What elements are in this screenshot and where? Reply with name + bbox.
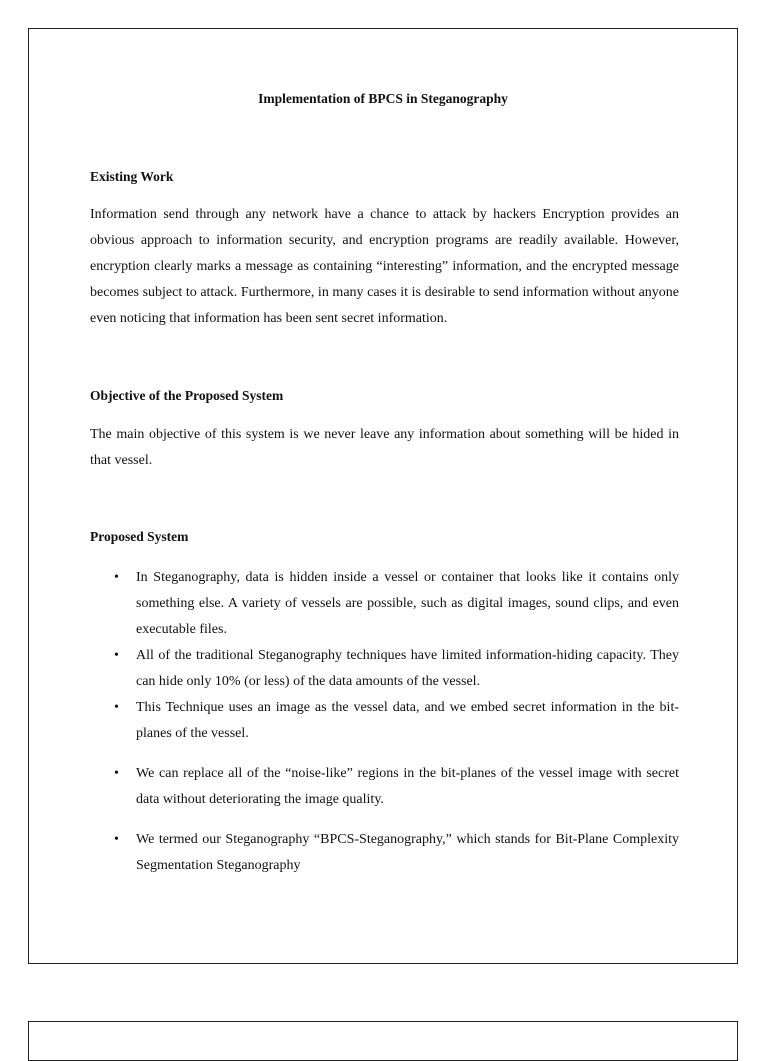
list-item-text: We termed our Steganography “BPCS-Steganography,” which stands for Bit-Plane Complexity Segmentation Steganography [136,832,679,873]
list-item [90,827,679,879]
section-heading-proposed-system: Proposed System [90,529,189,544]
paragraph-objective: The main objective of this system is we never leave any information about something will be hided in that vessel. [90,427,679,468]
bullet-icon: • [114,648,119,663]
list-item-text: We can replace all of the “noise-like” regions in the bit-planes of the vessel image with secret data without deteriorating the image quality. [136,766,679,807]
list-item-text: All of the traditional Steganography techniques have limited information-hiding capacity. They can hide only 10% (or less) of the data amounts of the vessel. [136,648,679,689]
paragraph-existing-work: Information send through any network have a chance to attack by hackers Encryption provides an obvious approach to information security, and encryption programs are readily available. However, encryption clearly marks a message as containing “interesting” information, and the encrypted message becomes subject to attack. Furthermore, in many cases it is desirable to send information without anyone even noticing that information has been sent secret information. [90,207,679,326]
section-heading-objective: Objective of the Proposed System [90,388,284,403]
bullet-icon: • [114,700,119,715]
section-heading-existing-work: Existing Work [90,169,174,184]
list-item [90,565,679,643]
list-item [90,643,679,695]
page-title: Implementation of BPCS in Steganography [258,91,508,106]
proposed-system-bullet-list [90,565,679,879]
bullet-icon: • [114,832,119,847]
document-page [28,28,738,964]
list-item-text: This Technique uses an image as the vessel data, and we embed secret information in the bit-planes of the vessel. [136,700,679,741]
bullet-icon: • [114,570,119,585]
bullet-icon: • [114,766,119,781]
list-item [90,695,679,747]
list-item-text: In Steganography, data is hidden inside a vessel or container that looks like it contains only something else. A variety of vessels are possible, such as digital images, sound clips, and even executable files. [136,570,679,637]
next-page-edge [28,1021,738,1061]
list-item [90,761,679,813]
